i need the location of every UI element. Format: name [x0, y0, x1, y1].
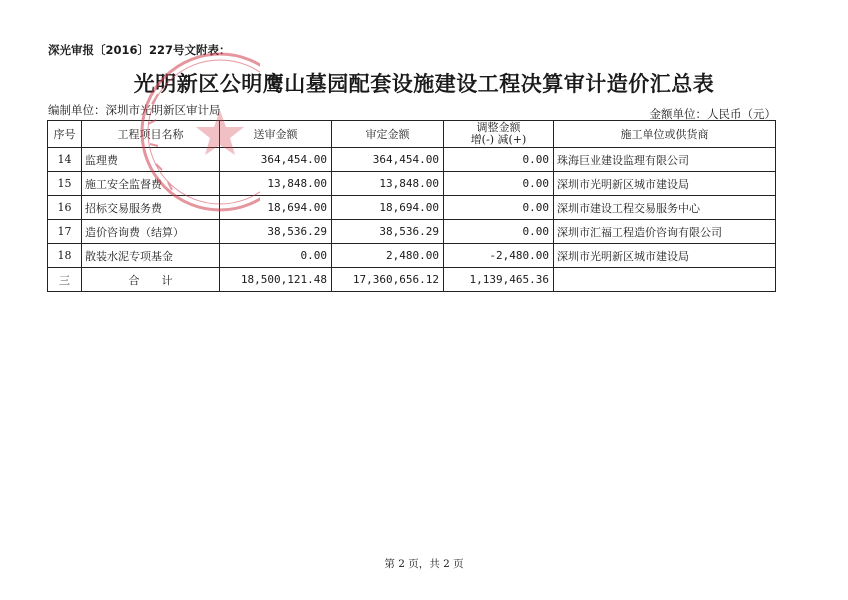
total-no: 三	[48, 268, 82, 292]
header-submitted: 送审金额	[220, 121, 332, 148]
cell-approved: 2,480.00	[332, 244, 444, 268]
cell-unit: 深圳市光明新区城市建设局	[554, 244, 776, 268]
table-row	[48, 172, 776, 196]
compiling-unit: 编制单位：深圳市光明新区审计局	[48, 103, 221, 117]
cell-submitted: 0.00	[220, 244, 332, 268]
cell-unit: 深圳市建设工程交易服务中心	[554, 196, 776, 220]
cell-submitted: 38,536.29	[220, 220, 332, 244]
document-title: 光明新区公明鹰山墓园配套设施建设工程决算审计造价汇总表	[133, 71, 715, 96]
header-unit: 施工单位或供货商	[554, 121, 776, 148]
cell-adjust: 0.00	[444, 220, 554, 244]
cell-approved: 18,694.00	[332, 196, 444, 220]
audit-summary-table	[47, 120, 776, 292]
cell-no: 16	[48, 196, 82, 220]
table-row	[48, 244, 776, 268]
table-total-row	[48, 268, 776, 292]
cell-adjust: 0.00	[444, 172, 554, 196]
cell-adjust: 0.00	[444, 148, 554, 172]
cell-submitted: 13,848.00	[220, 172, 332, 196]
cell-unit: 珠海巨业建设监理有限公司	[554, 148, 776, 172]
cell-no: 14	[48, 148, 82, 172]
header-approved: 审定金额	[332, 121, 444, 148]
header-adjust-title: 调整金额	[476, 121, 521, 134]
cell-item: 监理费	[82, 148, 220, 172]
cell-no: 17	[48, 220, 82, 244]
cell-approved: 13,848.00	[332, 172, 444, 196]
cell-unit: 深圳市光明新区城市建设局	[554, 172, 776, 196]
table-row	[48, 196, 776, 220]
total-unit	[554, 268, 776, 292]
cell-item: 散装水泥专项基金	[82, 244, 220, 268]
table-header-row	[48, 121, 776, 148]
total-approved: 17,360,656.12	[332, 268, 444, 292]
cell-adjust: 0.00	[444, 196, 554, 220]
cell-no: 18	[48, 244, 82, 268]
cell-submitted: 364,454.00	[220, 148, 332, 172]
cell-approved: 364,454.00	[332, 148, 444, 172]
header-adjust-sub: 增(-) 减(+)	[470, 133, 527, 146]
cell-adjust: -2,480.00	[444, 244, 554, 268]
header-no: 序号	[48, 121, 82, 148]
attachment-reference: 深光审报〔2016〕227号文附表：	[48, 43, 231, 57]
table-row	[48, 148, 776, 172]
cell-approved: 38,536.29	[332, 220, 444, 244]
currency-unit: 金额单位：人民币（元）	[649, 107, 776, 121]
cell-unit: 深圳市汇福工程造价咨询有限公司	[554, 220, 776, 244]
total-submitted: 18,500,121.48	[220, 268, 332, 292]
table-row	[48, 220, 776, 244]
total-label: 合 计	[82, 268, 220, 292]
page-footer: 第 2 页，共 2 页	[384, 558, 464, 570]
cell-submitted: 18,694.00	[220, 196, 332, 220]
header-adjust	[444, 121, 554, 148]
total-adjust: 1,139,465.36	[444, 268, 554, 292]
cell-no: 15	[48, 172, 82, 196]
header-item: 工程项目名称	[82, 121, 220, 148]
cell-item: 造价咨询费（结算）	[82, 220, 220, 244]
cell-item: 招标交易服务费	[82, 196, 220, 220]
cell-item: 施工安全监督费	[82, 172, 220, 196]
